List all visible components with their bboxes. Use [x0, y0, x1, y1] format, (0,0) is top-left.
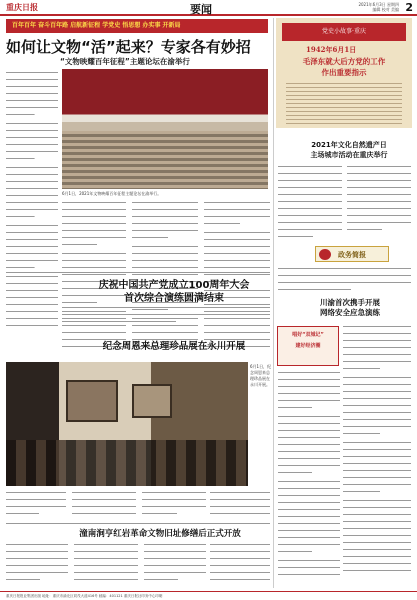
network-drill-headline[interactable]: [288, 298, 412, 318]
lead-subhead: “文物映耀百年征程”主题论坛在渝举行: [60, 57, 190, 66]
poster-title-line2: 作出重要指示: [321, 68, 367, 77]
poster-body-text: [286, 80, 402, 124]
heritage-article-col2: [347, 164, 411, 242]
column-divider: [273, 18, 274, 588]
lead-headline[interactable]: 如何让文物“活”起来？专家各有妙招: [6, 38, 251, 56]
rehearsal-headline-line1[interactable]: 庆祝中国共产党成立100周年大会: [98, 280, 250, 291]
network-article-col1: [278, 370, 340, 586]
lead-article-body: [6, 70, 58, 360]
issue-date-line: 2021年6月3日 星期四: [358, 2, 399, 7]
party-history-poster: [276, 18, 412, 128]
issue-date: [358, 2, 399, 12]
rehearsal-article-body: [62, 305, 270, 327]
exhibit-photo: [6, 362, 248, 486]
page-footer: 重庆日报报业集团出版 地址：重庆市渝北区同茂大道416号 邮编：401121 重庆日报社印务中心印刷: [0, 591, 417, 600]
forum-photo-caption: 6月1日，2021年文物映耀百年征程主题论坛在渝举行。: [62, 191, 162, 196]
exhibit-portrait-frame: [66, 380, 118, 422]
newspaper-logo: 重庆日报: [6, 2, 38, 12]
bottom-article-col2: [74, 542, 138, 588]
dual-city-badge: [277, 326, 339, 366]
masthead: [0, 0, 417, 16]
heritage-headline-line2: 主场城市活动在重庆举行: [310, 151, 388, 159]
rehearsal-headline-line2[interactable]: 首次综合演练圆满结束: [124, 293, 224, 304]
exhibit-photo-frame: [132, 384, 172, 418]
page-number: 2: [405, 1, 413, 14]
exhibit-article-col3: [142, 490, 206, 522]
gov-brief-body: [278, 266, 411, 294]
exhibit-article-col4: [210, 490, 270, 522]
audience-rows: [62, 131, 268, 189]
exhibit-article-col2: [72, 490, 136, 522]
revolution-site-headline[interactable]: 潼南涧亨红岩革命文物旧址修缮后正式开放: [79, 529, 241, 539]
gov-brief-card: [315, 246, 389, 262]
heritage-headline-line1: 2021年文化自然遗产日: [311, 141, 387, 149]
bottom-article-col1: [6, 542, 68, 588]
heritage-article-col1: [278, 164, 342, 242]
poster-brand: 党史小故事·重庆: [282, 23, 406, 41]
badge-line1: 唱好“双城记”: [292, 332, 324, 338]
gov-emblem-icon: [319, 249, 331, 260]
bottom-article-col4: [210, 542, 270, 588]
exhibit-photo-caption: 6月1日，纪念周恩来总理珍品展在永川开展。: [250, 364, 272, 387]
campaign-banner: 百年百年 奋斗百年路 启航新征程 学党史 悟思想 办实事 开新局: [6, 19, 268, 33]
editor-line: 编辑 校对 美编: [372, 7, 399, 12]
section-rule: [6, 272, 270, 273]
poster-title-line1: 毛泽东就大后方党的工作: [302, 57, 386, 66]
badge-line2: 建好经济圈: [295, 343, 321, 349]
visitors-crowd: [6, 440, 248, 486]
network-article-col2: [343, 324, 411, 586]
exhibit-article-col1: [6, 490, 66, 522]
forum-photo: [62, 69, 268, 189]
bottom-article-col3: [144, 542, 206, 588]
network-headline-line1: 川渝首次携手开展: [320, 298, 380, 307]
network-headline-line2: 网络安全应急演练: [320, 308, 380, 317]
exhibit-headline[interactable]: 纪念周恩来总理珍品展在永川开展: [102, 341, 246, 352]
bottom-section-rule: [6, 523, 270, 524]
poster-date: 1942年6月1日: [306, 45, 357, 54]
heritage-day-headline[interactable]: [290, 140, 408, 160]
gov-brief-label: 政务简报: [338, 251, 366, 259]
section-title: 要闻: [190, 3, 212, 16]
